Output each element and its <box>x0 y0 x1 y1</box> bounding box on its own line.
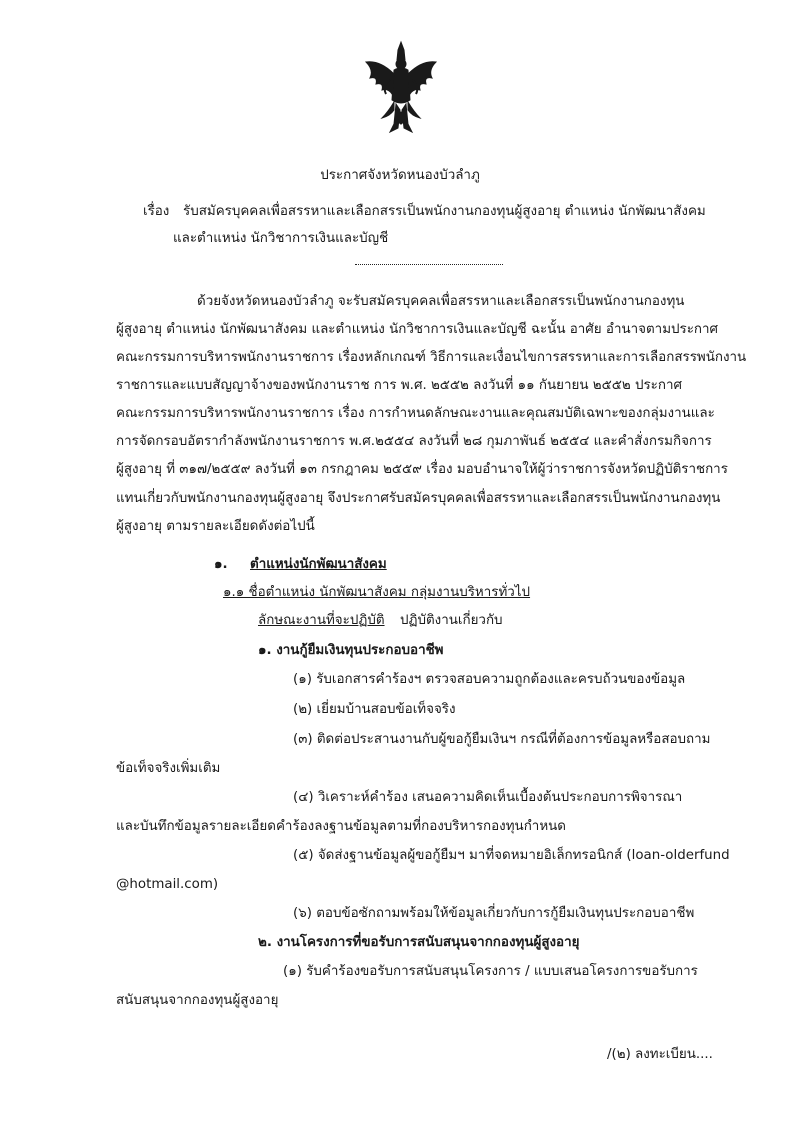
section-number: ๑. <box>214 557 228 572</box>
garuda-emblem <box>360 40 442 140</box>
list-item: (๑) รับเอกสารคำร้องฯ ตรวจสอบความถูกต้องและครบถ้วนของข้อมูล <box>293 672 686 687</box>
paragraph-line: คณะกรรมการบริหารพนักงานราชการ เรื่องหลักเกณฑ์ วิธีการและเงื่อนไขการสรรหาและการเลือกสรรพนักงาน <box>116 350 747 365</box>
duty-text: ปฏิบัติงานเกี่ยวกับ <box>400 613 503 628</box>
paragraph-line: ผู้สูงอายุ ที่ ๓๑๗/๒๕๕๙ ลงวันที่ ๑๓ กรกฎาคม ๒๕๕๙ เรื่อง มอบอำนาจให้ผู้ว่าราชการจังหวัดปฏิบัติราชการ <box>116 462 728 477</box>
paragraph-line: แทนเกี่ยวกับพนักงานกองทุนผู้สูงอายุ จึงประกาศรับสมัครบุคคลเพื่อสรรหาและเลือกสรรเป็นพนักงานกองทุน <box>116 491 721 506</box>
duty-label: ลักษณะงานที่จะปฏิบัติ <box>258 613 385 628</box>
list-item: (๒) เยี่ยมบ้านสอบข้อเท็จจริง <box>293 702 456 717</box>
group-title: ๑. งานกู้ยืมเงินทุนประกอบอาชีพ <box>258 643 444 658</box>
announcement-title: ประกาศจังหวัดหนองบัวลำภู <box>320 168 480 183</box>
continuation-note: /(๒) ลงทะเบียน.... <box>607 1047 713 1062</box>
position-name: ๑.๑ ชื่อตำแหน่ง นักพัฒนาสังคม กลุ่มงานบริหารทั่วไป <box>223 585 531 600</box>
divider-dots <box>355 264 503 265</box>
paragraph-line: คณะกรรมการบริหารพนักงานราชการ เรื่อง การกำหนดลักษณะงานและคุณสมบัติเฉพาะของกลุ่มงานและ <box>116 406 715 421</box>
subject-continuation: และตำแหน่ง นักวิชาการเงินและบัญชี <box>173 231 389 246</box>
paragraph-line: ผู้สูงอายุ ตามรายละเอียดดังต่อไปนี้ <box>116 519 315 534</box>
list-item-cont: ข้อเท็จจริงเพิ่มเติม <box>116 761 221 776</box>
subject-text: รับสมัครบุคคลเพื่อสรรหาและเลือกสรรเป็นพนักงานกองทุนผู้สูงอายุ ตำแหน่ง นักพัฒนาสังคม <box>183 204 706 219</box>
list-item-cont: และบันทึกข้อมูลรายละเอียดคำร้องลงฐานข้อมูลตามที่กองบริหารกองทุนกำหนด <box>116 819 567 834</box>
list-item: (๕) จัดส่งฐานข้อมูลผู้ขอกู้ยืมฯ มาที่จดหมายอิเล็กทรอนิกส์ (loan-olderfund <box>293 848 730 863</box>
list-item: (๑) รับคำร้องขอรับการสนับสนุนโครงการ / แบบเสนอโครงการขอรับการ <box>283 964 698 979</box>
section-title: ตำแหน่งนักพัฒนาสังคม <box>250 557 387 572</box>
group-title: ๒. งานโครงการที่ขอรับการสนับสนุนจากกองทุนผู้สูงอายุ <box>258 935 580 950</box>
list-item: (๔) วิเคราะห์คำร้อง เสนอความคิดเห็นเบื้องต้นประกอบการพิจารณา <box>293 790 683 805</box>
list-item: (๓) ติดต่อประสานงานกับผู้ขอกู้ยืมเงินฯ กรณีที่ต้องการข้อมูลหรือสอบถาม <box>293 732 711 747</box>
paragraph-line: การจัดกรอบอัตรากำลังพนักงานราชการ พ.ศ.๒๕๕๔ ลงวันที่ ๒๘ กุมภาพันธ์ ๒๕๕๔ และคำสั่งกรมกิจการ <box>116 434 712 449</box>
paragraph-line: ด้วยจังหวัดหนองบัวลำภู จะรับสมัครบุคคลเพื่อสรรหาและเลือกสรรเป็นพนักงานกองทุน <box>197 294 685 309</box>
subject-label: เรื่อง <box>143 204 170 219</box>
paragraph-line: ราชการและแบบสัญญาจ้างของพนักงานราช การ พ.ศ. ๒๕๕๒ ลงวันที่ ๑๑ กันยายน ๒๕๕๒ ประกาศ <box>116 378 682 393</box>
list-item: (๖) ตอบข้อซักถามพร้อมให้ข้อมูลเกี่ยวกับการกู้ยืมเงินทุนประกอบอาชีพ <box>293 906 695 921</box>
paragraph-line: ผู้สูงอายุ ตำแหน่ง นักพัฒนาสังคม และตำแหน่ง นักวิชาการเงินและบัญชี ฉะนั้น อาศัย อำนาจตามประกาศ <box>116 322 719 337</box>
list-item-cont: @hotmail.com) <box>116 877 219 892</box>
list-item-cont: สนับสนุนจากกองทุนผู้สูงอายุ <box>116 993 279 1008</box>
